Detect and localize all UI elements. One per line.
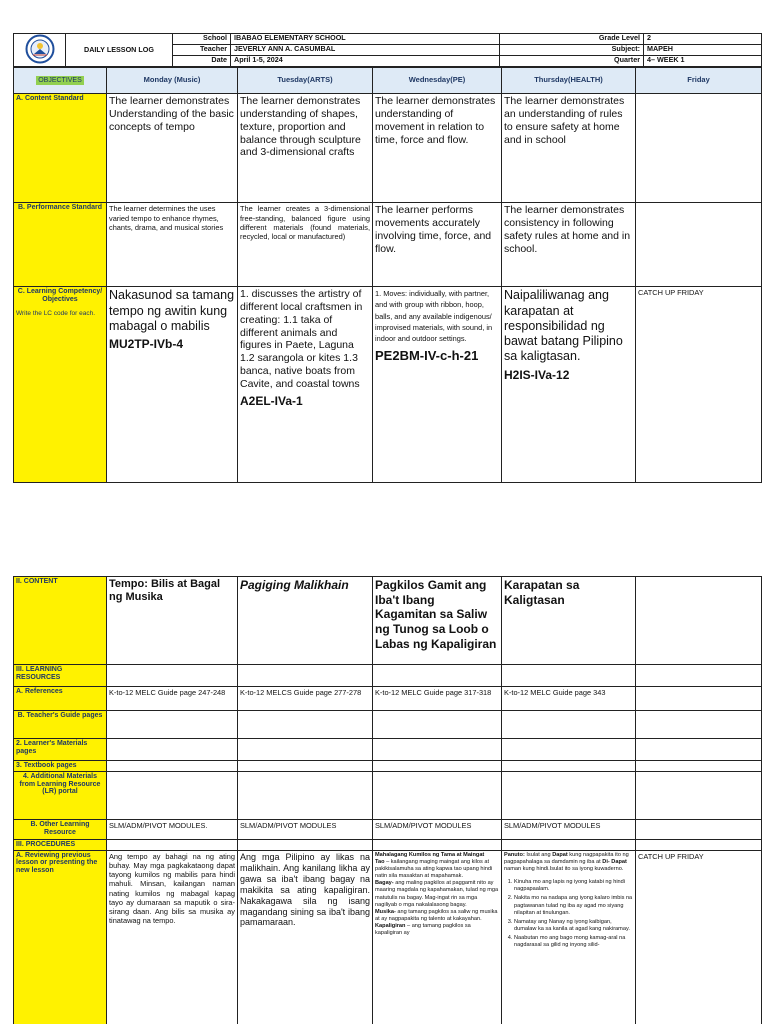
seal-icon [23,34,57,64]
learning-resources-label: III. LEARNING RESOURCES [14,665,107,687]
review-thursday-intro-a: Isulat ang [524,851,553,858]
subject-value: MAPEH [644,45,762,56]
header-table [13,33,762,67]
grade-level-value: 2 [644,34,762,45]
day-header-row [14,68,762,94]
references-label: A. References [14,687,107,711]
school-value: IBABAO ELEMENTARY SCHOOL [231,34,500,45]
review-wednesday-tao: – kailangang maging maingat ang kilos at pakikisalamuha sa ating kapwa tao upang hindi natin sila masaktan at mapahamak. [375,858,493,880]
teacher-value: JEVERLY ANN A. CASUMBAL [231,45,500,56]
content-standard-monday: The learner demonstrates Understanding of the basic concepts of tempo [107,94,238,203]
school-label: School [173,34,231,45]
review-monday: Ang tempo ay bahagi na ng ating buhay. May mga pagkakataong dapat tayong kumilos ng mabilis para hindi mahuli. Minsan, kailangan naman nating kumilos ng mabagal kapag tayo ay dumaraan sa maputik o sira-sirang daan. Ang bilis sa musika ay tinatawag na tempo. [107,850,238,1024]
performance-standard-thursday: The learner demonstrates consistency in following safety rules at home and in school. [502,203,636,287]
deped-seal-logo [14,34,66,67]
review-wednesday-title: Mahalagang Kumilos ng Tama at Maingat [375,851,485,858]
review-wednesday-tao-term: Tao [375,858,385,865]
references-wednesday: K-to-12 MELC Guide page 317-318 [373,687,502,711]
performance-standard-wednesday: The learner performs movements accurately involving time, force, and flow. [373,203,502,287]
review-thursday-di-dapat: Di- Dapat [602,858,627,865]
references-monday: K-to-12 MELC Guide page 247-248 [107,687,238,711]
competency-thursday-cell [502,287,636,483]
review-thursday-dapat: Dapat [552,851,568,858]
monday-heading: Monday (Music) [107,68,238,94]
competency-monday-code: MU2TP-IVb-4 [109,337,184,352]
content-standard-friday [636,94,762,203]
other-resources-label: B. Other Learning Resource [14,819,107,839]
teacher-guide-label: B. Teacher's Guide pages [14,711,107,739]
quarter-value: 4– WEEK 1 [644,56,762,67]
content-standard-row [14,94,762,203]
content-wednesday: Pagkilos Gamit ang Iba't Ibang Kagamitan sa Saliw ng Tunog sa Loob o Labas ng Kapaligiran [373,577,502,665]
learning-resources-row [14,665,762,687]
competency-thursday-code: H2IS-IVa-12 [504,367,570,382]
learner-materials-row [14,739,762,761]
performance-standard-friday [636,203,762,287]
content-standard-wednesday: The learner demonstrates understanding of movement in relation to time, force and flow. [373,94,502,203]
grade-level-label: Grade Level [500,34,644,45]
thursday-heading: Thursday(HEALTH) [502,68,636,94]
date-label: Date [173,56,231,67]
competency-wednesday-cell [373,287,502,483]
teacher-label: Teacher [173,45,231,56]
content-tuesday: Pagiging Malikhain [238,577,373,665]
content-thursday: Karapatan sa Kaligtasan [502,577,636,665]
competency-thursday: Naipaliliwanag ang karapatan at responsibilidad ng bawat batang Pilipino sa kaligtasan. [504,288,623,364]
review-label: A. Reviewing previous lesson or presenting the new lesson [14,850,107,1024]
review-thursday-intro-c: naman kung hindi.Isulat ito sa iyong kuwaderno. [504,865,624,872]
review-wednesday-musika-term: Musika- [375,908,396,915]
daily-lesson-log-title: DAILY LESSON LOG [66,34,173,67]
competency-tuesday-cell [238,287,373,483]
additional-materials-label: 4. Additional Materials from Learning Resource (LR) portal [14,771,107,819]
list-item: 3. Namatay ang Nanay ng iyong kaibigan, dumalaw ka sa kanila at agad kang nakiramay. [514,919,633,933]
content-label: II. CONTENT [14,577,107,665]
review-wednesday-kapaligiran-term: Kapaligiran [375,923,406,930]
quarter-label: Quarter [500,56,644,67]
subject-label: Subject: [500,45,644,56]
competency-monday: Nakasunod sa tamang tempo ng awitin kung mabagal o mabilis [109,288,235,333]
date-value: April 1-5, 2024 [231,56,500,67]
textbook-row [14,761,762,772]
list-item: 1. Kinuha mo ang lapis ng iyong katabi ng hindi nagpapaalam. [514,879,633,893]
review-wednesday-musika: ang tamang pagkilos sa saliw ng musika at ay nagpapakita ng talento at kakayahan. [375,908,498,923]
review-thursday-panuto: Panuto: [504,851,525,858]
references-tuesday: K-to-12 MELCS Guide page 277-278 [238,687,373,711]
other-resources-wednesday: SLM/ADM/PIVOT MODULES [373,819,502,839]
review-row [14,850,762,1024]
competency-wednesday: 1. Moves: individually, with partner, and with group with ribbon, hoop, balls, and any available indigenous/ improvised materials, with sound, in indoor and outdoor settings. [375,289,493,344]
wednesday-heading: Wednesday(PE) [373,68,502,94]
lesson-log-page-2 [13,576,761,1024]
performance-standard-tuesday: The learner creates a 3-dimensional free-standing, balanced figure using different materials (found materials, recycled, local or manufactured) [238,203,373,287]
review-tuesday: Ang mga Pilipino ay likas na malikhain. Ang kanilang likha ay gawa sa iba't ibang bagay na makikita sa ating kapaligiran. Nakakagawa sila ng isang magandang sining sa iba't ibang pamamaraan. [238,850,373,1024]
content-resources-table [13,576,762,1024]
review-thursday-list [504,879,633,949]
competency-tuesday-code: A2EL-IVa-1 [240,393,303,408]
review-thursday [502,850,636,1024]
learner-materials-label: 2. Learner's Materials pages [14,739,107,761]
objectives-table [13,67,762,483]
friday-heading: Friday [636,68,762,94]
objectives-heading [14,68,107,94]
review-wednesday-kapaligiran: – ang tamang pagkilos sa kapaligiran ay [375,923,471,937]
competency-monday-cell [107,287,238,483]
procedures-label: III. PROCEDURES [14,839,107,850]
other-resources-thursday: SLM/ADM/PIVOT MODULES [502,819,636,839]
performance-standard-label: B. Performance Standard [14,203,107,287]
lesson-log-page-1 [13,33,761,483]
review-friday: CATCH UP FRIDAY [636,850,762,1024]
review-wednesday-bagay-term: Bagay- [375,880,394,887]
review-wednesday-bagay: ang maling pagkilos at paggamit nito ay maaring magdala ng kapahamakan, tulad ng mga matutulis na bagay. Mag-ingat rin sa mga nagiliyab o mga nakalalasong bagay. [375,880,499,908]
references-thursday: K-to-12 MELC Guide page 343 [502,687,636,711]
lc-code-note: Write the LC code for each. [16,309,96,317]
additional-materials-row [14,771,762,819]
list-item: 4. Naabutan mo ang bago mong kamag-aral na nagdarasal sa gilid ng inyong silid- [514,935,633,949]
other-resources-row [14,819,762,839]
teacher-guide-row [14,711,762,739]
competency-tuesday: 1. discusses the artistry of different local craftsmen in creating: 1.1 taka of different animals and figures in Paete, Laguna 1.2 sarangola or kites 1.3 banca, native boats from Cavite, and coastal towns [240,288,363,390]
references-row [14,687,762,711]
competency-wednesday-code: PE2BM-IV-c-h-21 [375,348,479,364]
review-wednesday [373,850,502,1024]
performance-standard-row [14,203,762,287]
other-resources-tuesday: SLM/ADM/PIVOT MODULES [238,819,373,839]
textbook-label: 3. Textbook pages [14,761,107,772]
tuesday-heading: Tuesday(ARTS) [238,68,373,94]
content-friday [636,577,762,665]
competency-row [14,287,762,483]
content-standard-thursday: The learner demonstrates an understanding of rules to ensure safety at home and in school [502,94,636,203]
content-row [14,577,762,665]
competency-friday: CATCH UP FRIDAY [636,287,762,483]
content-standard-tuesday: The learner demonstrates understanding of shapes, texture, proportion and balance through sculpture and 3-dimensional crafts [238,94,373,203]
performance-standard-monday: The learner determines the uses varied tempo to enhance rhymes, chants, drama, and musical stories [107,203,238,287]
review-thursday-intro-b: kung nagpapakita ito ng pagpapahalaga sa damdamin ng iba at [504,851,629,865]
other-resources-monday: SLM/ADM/PIVOT MODULES. [107,819,238,839]
content-monday: Tempo: Bilis at Bagal ng Musika [107,577,238,665]
content-standard-label: A. Content Standard [14,94,107,203]
objectives-chip: OBJECTIVES [38,77,82,85]
competency-label: C. Learning Competency/ Objectives [17,288,103,304]
competency-label-cell [14,287,107,483]
procedures-row [14,839,762,850]
list-item: 2. Nakita mo na nadapa ang iyong kalaro imbis na pagtawanan tulad ng iba ay agad mo siyang nilapitan at tinulungan. [514,895,633,916]
